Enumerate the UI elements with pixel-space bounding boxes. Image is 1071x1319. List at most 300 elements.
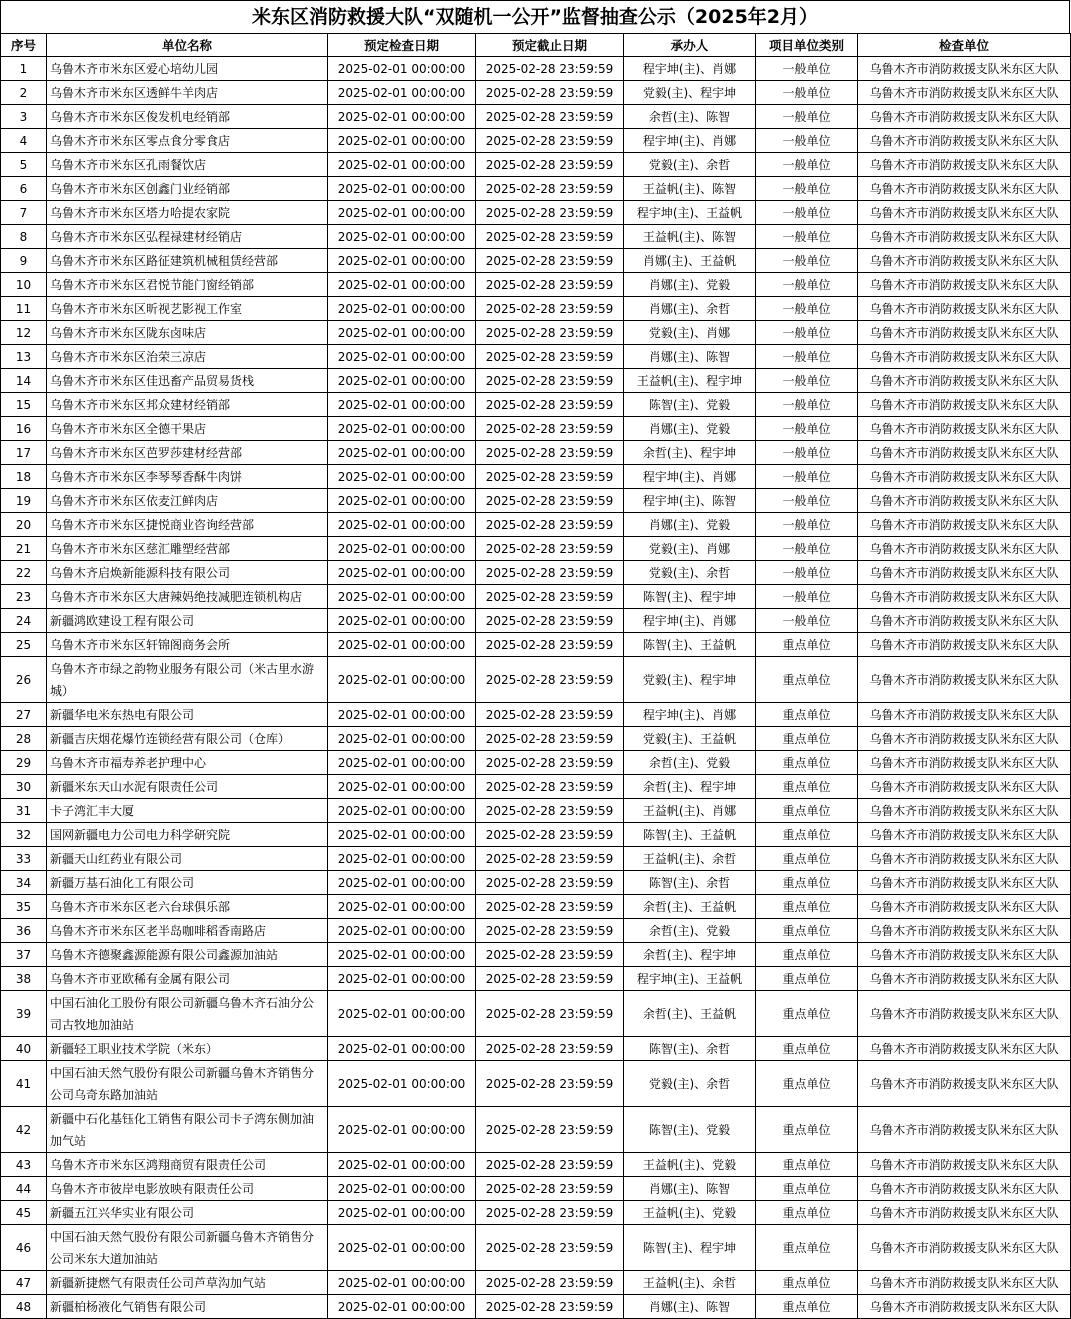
cell-dept: 乌鲁木齐市消防救援支队米东区大队	[858, 1153, 1071, 1177]
cell-end-date: 2025-02-28 23:59:59	[476, 297, 624, 321]
cell-unit-type: 重点单位	[756, 895, 858, 919]
cell-start-date: 2025-02-01 00:00:00	[328, 441, 476, 465]
cell-no: 37	[1, 943, 47, 967]
cell-start-date: 2025-02-01 00:00:00	[328, 727, 476, 751]
cell-start-date: 2025-02-01 00:00:00	[328, 991, 476, 1037]
table-row	[1, 871, 1071, 895]
cell-no: 13	[1, 345, 47, 369]
table-row	[1, 489, 1071, 513]
table-row	[1, 1107, 1071, 1153]
cell-dept: 乌鲁木齐市消防救援支队米东区大队	[858, 727, 1071, 751]
cell-dept: 乌鲁木齐市消防救援支队米东区大队	[858, 633, 1071, 657]
cell-dept: 乌鲁木齐市消防救援支队米东区大队	[858, 273, 1071, 297]
cell-name: 乌鲁木齐市福寿养老护理中心	[47, 751, 328, 775]
cell-no: 26	[1, 657, 47, 703]
table-row	[1, 823, 1071, 847]
cell-name: 乌鲁木齐市米东区慈汇雕塑经营部	[47, 537, 328, 561]
cell-no: 24	[1, 609, 47, 633]
cell-start-date: 2025-02-01 00:00:00	[328, 1107, 476, 1153]
cell-staff: 程宇坤(主)、肖娜	[624, 703, 756, 727]
cell-staff: 陈智(主)、党毅	[624, 393, 756, 417]
cell-end-date: 2025-02-28 23:59:59	[476, 585, 624, 609]
cell-name: 乌鲁木齐市米东区塔力哈提农家院	[47, 201, 328, 225]
cell-no: 45	[1, 1201, 47, 1225]
cell-dept: 乌鲁木齐市消防救援支队米东区大队	[858, 1201, 1071, 1225]
cell-start-date: 2025-02-01 00:00:00	[328, 561, 476, 585]
cell-end-date: 2025-02-28 23:59:59	[476, 417, 624, 441]
cell-dept: 乌鲁木齐市消防救援支队米东区大队	[858, 513, 1071, 537]
cell-staff: 陈智(主)、余哲	[624, 1037, 756, 1061]
cell-unit-type: 一般单位	[756, 441, 858, 465]
inspection-table	[0, 33, 1071, 1319]
cell-dept: 乌鲁木齐市消防救援支队米东区大队	[858, 609, 1071, 633]
cell-end-date: 2025-02-28 23:59:59	[476, 369, 624, 393]
cell-unit-type: 重点单位	[756, 1177, 858, 1201]
cell-end-date: 2025-02-28 23:59:59	[476, 153, 624, 177]
cell-unit-type: 重点单位	[756, 919, 858, 943]
cell-no: 10	[1, 273, 47, 297]
cell-no: 20	[1, 513, 47, 537]
cell-unit-type: 一般单位	[756, 537, 858, 561]
cell-unit-type: 重点单位	[756, 1061, 858, 1107]
cell-end-date: 2025-02-28 23:59:59	[476, 225, 624, 249]
cell-end-date: 2025-02-28 23:59:59	[476, 105, 624, 129]
table-row	[1, 201, 1071, 225]
cell-dept: 乌鲁木齐市消防救援支队米东区大队	[858, 943, 1071, 967]
cell-end-date: 2025-02-28 23:59:59	[476, 895, 624, 919]
cell-no: 39	[1, 991, 47, 1037]
cell-end-date: 2025-02-28 23:59:59	[476, 441, 624, 465]
cell-staff: 肖娜(主)、陈智	[624, 1295, 756, 1319]
table-row	[1, 225, 1071, 249]
cell-start-date: 2025-02-01 00:00:00	[328, 703, 476, 727]
cell-staff: 程宇坤(主)、王益帆	[624, 201, 756, 225]
cell-end-date: 2025-02-28 23:59:59	[476, 1225, 624, 1271]
cell-staff: 余哲(主)、程宇坤	[624, 775, 756, 799]
table-row	[1, 703, 1071, 727]
cell-start-date: 2025-02-01 00:00:00	[328, 321, 476, 345]
cell-start-date: 2025-02-01 00:00:00	[328, 1201, 476, 1225]
cell-dept: 乌鲁木齐市消防救援支队米东区大队	[858, 153, 1071, 177]
cell-dept: 乌鲁木齐市消防救援支队米东区大队	[858, 751, 1071, 775]
table-row	[1, 1037, 1071, 1061]
cell-dept: 乌鲁木齐市消防救援支队米东区大队	[858, 1177, 1071, 1201]
cell-no: 17	[1, 441, 47, 465]
cell-dept: 乌鲁木齐市消防救援支队米东区大队	[858, 81, 1071, 105]
cell-unit-type: 一般单位	[756, 345, 858, 369]
cell-no: 7	[1, 201, 47, 225]
cell-end-date: 2025-02-28 23:59:59	[476, 1177, 624, 1201]
cell-start-date: 2025-02-01 00:00:00	[328, 201, 476, 225]
cell-name: 乌鲁木齐市米东区捷悦商业咨询经营部	[47, 513, 328, 537]
cell-end-date: 2025-02-28 23:59:59	[476, 609, 624, 633]
table-row	[1, 919, 1071, 943]
table-row	[1, 609, 1071, 633]
table-row	[1, 991, 1071, 1037]
cell-start-date: 2025-02-01 00:00:00	[328, 1295, 476, 1319]
cell-end-date: 2025-02-28 23:59:59	[476, 1061, 624, 1107]
cell-staff: 陈智(主)、程宇坤	[624, 585, 756, 609]
cell-staff: 肖娜(主)、党毅	[624, 513, 756, 537]
cell-end-date: 2025-02-28 23:59:59	[476, 943, 624, 967]
cell-no: 47	[1, 1271, 47, 1295]
cell-staff: 王益帆(主)、程宇坤	[624, 369, 756, 393]
cell-name: 中国石油天然气股份有限公司新疆乌鲁木齐销售分公司乌奇东路加油站	[47, 1061, 328, 1107]
cell-start-date: 2025-02-01 00:00:00	[328, 393, 476, 417]
cell-start-date: 2025-02-01 00:00:00	[328, 871, 476, 895]
table-row	[1, 1271, 1071, 1295]
cell-unit-type: 一般单位	[756, 225, 858, 249]
cell-unit-type: 重点单位	[756, 991, 858, 1037]
cell-start-date: 2025-02-01 00:00:00	[328, 775, 476, 799]
cell-end-date: 2025-02-28 23:59:59	[476, 991, 624, 1037]
sheet-title: 米东区消防救援大队“双随机一公开”监督抽查公示（2025年2月）	[0, 0, 1070, 33]
cell-start-date: 2025-02-01 00:00:00	[328, 895, 476, 919]
cell-name: 卡子湾汇丰大厦	[47, 799, 328, 823]
cell-no: 4	[1, 129, 47, 153]
cell-unit-type: 重点单位	[756, 703, 858, 727]
cell-staff: 肖娜(主)、王益帆	[624, 249, 756, 273]
table-row	[1, 393, 1071, 417]
cell-unit-type: 一般单位	[756, 393, 858, 417]
cell-dept: 乌鲁木齐市消防救援支队米东区大队	[858, 465, 1071, 489]
cell-name: 乌鲁木齐市米东区轩锦阁商务会所	[47, 633, 328, 657]
cell-unit-type: 重点单位	[756, 775, 858, 799]
cell-name: 乌鲁木齐市米东区邦众建材经销部	[47, 393, 328, 417]
cell-start-date: 2025-02-01 00:00:00	[328, 129, 476, 153]
cell-dept: 乌鲁木齐市消防救援支队米东区大队	[858, 417, 1071, 441]
col-header-no: 序号	[1, 34, 47, 57]
cell-end-date: 2025-02-28 23:59:59	[476, 489, 624, 513]
cell-dept: 乌鲁木齐市消防救援支队米东区大队	[858, 871, 1071, 895]
cell-end-date: 2025-02-28 23:59:59	[476, 799, 624, 823]
cell-name: 乌鲁木齐市米东区鸿翔商贸有限责任公司	[47, 1153, 328, 1177]
cell-dept: 乌鲁木齐市消防救援支队米东区大队	[858, 441, 1071, 465]
cell-end-date: 2025-02-28 23:59:59	[476, 823, 624, 847]
cell-dept: 乌鲁木齐市消防救援支队米东区大队	[858, 847, 1071, 871]
cell-dept: 乌鲁木齐市消防救援支队米东区大队	[858, 345, 1071, 369]
cell-unit-type: 重点单位	[756, 823, 858, 847]
table-row	[1, 1295, 1071, 1319]
cell-no: 8	[1, 225, 47, 249]
cell-start-date: 2025-02-01 00:00:00	[328, 919, 476, 943]
cell-no: 6	[1, 177, 47, 201]
table-row	[1, 297, 1071, 321]
cell-name: 乌鲁木齐市米东区芭罗莎建材经营部	[47, 441, 328, 465]
cell-staff: 陈智(主)、程宇坤	[624, 1225, 756, 1271]
cell-end-date: 2025-02-28 23:59:59	[476, 967, 624, 991]
cell-dept: 乌鲁木齐市消防救援支队米东区大队	[858, 799, 1071, 823]
cell-name: 乌鲁木齐市米东区弘程禄建材经销店	[47, 225, 328, 249]
table-row	[1, 727, 1071, 751]
col-header-start: 预定检查日期	[328, 34, 476, 57]
cell-dept: 乌鲁木齐市消防救援支队米东区大队	[858, 1061, 1071, 1107]
table-row	[1, 967, 1071, 991]
cell-dept: 乌鲁木齐市消防救援支队米东区大队	[858, 1037, 1071, 1061]
cell-start-date: 2025-02-01 00:00:00	[328, 57, 476, 81]
table-row	[1, 417, 1071, 441]
cell-unit-type: 一般单位	[756, 369, 858, 393]
cell-end-date: 2025-02-28 23:59:59	[476, 177, 624, 201]
cell-end-date: 2025-02-28 23:59:59	[476, 345, 624, 369]
cell-unit-type: 重点单位	[756, 727, 858, 751]
cell-unit-type: 一般单位	[756, 153, 858, 177]
cell-dept: 乌鲁木齐市消防救援支队米东区大队	[858, 537, 1071, 561]
cell-staff: 肖娜(主)、余哲	[624, 297, 756, 321]
cell-end-date: 2025-02-28 23:59:59	[476, 393, 624, 417]
cell-unit-type: 重点单位	[756, 633, 858, 657]
cell-name: 乌鲁木齐市彼岸电影放映有限责任公司	[47, 1177, 328, 1201]
table-row	[1, 273, 1071, 297]
cell-name: 国网新疆电力公司电力科学研究院	[47, 823, 328, 847]
cell-no: 35	[1, 895, 47, 919]
cell-staff: 程宇坤(主)、肖娜	[624, 57, 756, 81]
cell-staff: 余哲(主)、党毅	[624, 751, 756, 775]
cell-dept: 乌鲁木齐市消防救援支队米东区大队	[858, 561, 1071, 585]
cell-start-date: 2025-02-01 00:00:00	[328, 823, 476, 847]
cell-dept: 乌鲁木齐市消防救援支队米东区大队	[858, 823, 1071, 847]
cell-name: 乌鲁木齐市米东区昕视艺影视工作室	[47, 297, 328, 321]
cell-unit-type: 重点单位	[756, 871, 858, 895]
cell-name: 乌鲁木齐启焕新能源科技有限公司	[47, 561, 328, 585]
cell-end-date: 2025-02-28 23:59:59	[476, 273, 624, 297]
cell-no: 9	[1, 249, 47, 273]
cell-dept: 乌鲁木齐市消防救援支队米东区大队	[858, 967, 1071, 991]
cell-end-date: 2025-02-28 23:59:59	[476, 657, 624, 703]
cell-name: 乌鲁木齐市米东区依麦江鲜肉店	[47, 489, 328, 513]
cell-staff: 肖娜(主)、党毅	[624, 273, 756, 297]
cell-end-date: 2025-02-28 23:59:59	[476, 1037, 624, 1061]
cell-no: 12	[1, 321, 47, 345]
cell-unit-type: 一般单位	[756, 513, 858, 537]
cell-unit-type: 重点单位	[756, 1153, 858, 1177]
cell-start-date: 2025-02-01 00:00:00	[328, 369, 476, 393]
cell-staff: 陈智(主)、王益帆	[624, 633, 756, 657]
table-row	[1, 1153, 1071, 1177]
cell-end-date: 2025-02-28 23:59:59	[476, 775, 624, 799]
cell-name: 新疆米东天山水泥有限责任公司	[47, 775, 328, 799]
cell-start-date: 2025-02-01 00:00:00	[328, 417, 476, 441]
cell-no: 27	[1, 703, 47, 727]
cell-dept: 乌鲁木齐市消防救援支队米东区大队	[858, 225, 1071, 249]
cell-no: 34	[1, 871, 47, 895]
cell-no: 28	[1, 727, 47, 751]
cell-name: 新疆新捷燃气有限责任公司芦草沟加气站	[47, 1271, 328, 1295]
cell-name: 中国石油天然气股份有限公司新疆乌鲁木齐销售分公司米东大道加油站	[47, 1225, 328, 1271]
cell-start-date: 2025-02-01 00:00:00	[328, 537, 476, 561]
cell-unit-type: 一般单位	[756, 105, 858, 129]
cell-no: 40	[1, 1037, 47, 1061]
cell-name: 新疆华电米东热电有限公司	[47, 703, 328, 727]
cell-staff: 陈智(主)、党毅	[624, 1107, 756, 1153]
cell-start-date: 2025-02-01 00:00:00	[328, 799, 476, 823]
cell-name: 乌鲁木齐市米东区创鑫门业经销部	[47, 177, 328, 201]
cell-unit-type: 重点单位	[756, 751, 858, 775]
cell-name: 乌鲁木齐市米东区佳迅畜产品贸易货栈	[47, 369, 328, 393]
cell-unit-type: 重点单位	[756, 1107, 858, 1153]
cell-start-date: 2025-02-01 00:00:00	[328, 633, 476, 657]
cell-staff: 余哲(主)、党毅	[624, 919, 756, 943]
cell-end-date: 2025-02-28 23:59:59	[476, 321, 624, 345]
cell-name: 乌鲁木齐市米东区李琴琴香酥牛肉饼	[47, 465, 328, 489]
cell-staff: 党毅(主)、肖娜	[624, 321, 756, 345]
cell-start-date: 2025-02-01 00:00:00	[328, 1061, 476, 1107]
cell-dept: 乌鲁木齐市消防救援支队米东区大队	[858, 129, 1071, 153]
col-header-name: 单位名称	[47, 34, 328, 57]
cell-unit-type: 一般单位	[756, 585, 858, 609]
cell-start-date: 2025-02-01 00:00:00	[328, 967, 476, 991]
cell-unit-type: 重点单位	[756, 1271, 858, 1295]
cell-name: 乌鲁木齐市米东区透鲜牛羊肉店	[47, 81, 328, 105]
cell-dept: 乌鲁木齐市消防救援支队米东区大队	[858, 393, 1071, 417]
cell-name: 乌鲁木齐市米东区爱心培幼儿园	[47, 57, 328, 81]
cell-staff: 王益帆(主)、陈智	[624, 225, 756, 249]
cell-name: 乌鲁木齐市米东区治荣三凉店	[47, 345, 328, 369]
cell-end-date: 2025-02-28 23:59:59	[476, 1107, 624, 1153]
cell-dept: 乌鲁木齐市消防救援支队米东区大队	[858, 489, 1071, 513]
cell-start-date: 2025-02-01 00:00:00	[328, 1225, 476, 1271]
cell-no: 25	[1, 633, 47, 657]
cell-unit-type: 一般单位	[756, 609, 858, 633]
cell-end-date: 2025-02-28 23:59:59	[476, 1271, 624, 1295]
cell-no: 11	[1, 297, 47, 321]
table-row	[1, 751, 1071, 775]
cell-no: 19	[1, 489, 47, 513]
cell-end-date: 2025-02-28 23:59:59	[476, 513, 624, 537]
cell-dept: 乌鲁木齐市消防救援支队米东区大队	[858, 1295, 1071, 1319]
cell-no: 32	[1, 823, 47, 847]
cell-dept: 乌鲁木齐市消防救援支队米东区大队	[858, 657, 1071, 703]
col-header-type: 项目单位类别	[756, 34, 858, 57]
cell-start-date: 2025-02-01 00:00:00	[328, 585, 476, 609]
cell-end-date: 2025-02-28 23:59:59	[476, 129, 624, 153]
table-row	[1, 1061, 1071, 1107]
table-row	[1, 345, 1071, 369]
cell-end-date: 2025-02-28 23:59:59	[476, 81, 624, 105]
cell-no: 48	[1, 1295, 47, 1319]
cell-start-date: 2025-02-01 00:00:00	[328, 345, 476, 369]
cell-start-date: 2025-02-01 00:00:00	[328, 225, 476, 249]
cell-end-date: 2025-02-28 23:59:59	[476, 919, 624, 943]
cell-unit-type: 重点单位	[756, 1201, 858, 1225]
cell-unit-type: 重点单位	[756, 657, 858, 703]
cell-no: 1	[1, 57, 47, 81]
cell-end-date: 2025-02-28 23:59:59	[476, 537, 624, 561]
cell-no: 42	[1, 1107, 47, 1153]
cell-dept: 乌鲁木齐市消防救援支队米东区大队	[858, 297, 1071, 321]
cell-dept: 乌鲁木齐市消防救援支队米东区大队	[858, 201, 1071, 225]
cell-dept: 乌鲁木齐市消防救援支队米东区大队	[858, 249, 1071, 273]
cell-unit-type: 一般单位	[756, 489, 858, 513]
cell-start-date: 2025-02-01 00:00:00	[328, 657, 476, 703]
table-row	[1, 249, 1071, 273]
cell-dept: 乌鲁木齐市消防救援支队米东区大队	[858, 585, 1071, 609]
cell-start-date: 2025-02-01 00:00:00	[328, 465, 476, 489]
table-row	[1, 847, 1071, 871]
cell-end-date: 2025-02-28 23:59:59	[476, 847, 624, 871]
cell-end-date: 2025-02-28 23:59:59	[476, 201, 624, 225]
cell-no: 16	[1, 417, 47, 441]
cell-end-date: 2025-02-28 23:59:59	[476, 1153, 624, 1177]
cell-unit-type: 一般单位	[756, 321, 858, 345]
cell-dept: 乌鲁木齐市消防救援支队米东区大队	[858, 1271, 1071, 1295]
table-row	[1, 1177, 1071, 1201]
cell-end-date: 2025-02-28 23:59:59	[476, 249, 624, 273]
cell-staff: 王益帆(主)、肖娜	[624, 799, 756, 823]
cell-staff: 肖娜(主)、陈智	[624, 1177, 756, 1201]
cell-name: 乌鲁木齐市米东区老六台球俱乐部	[47, 895, 328, 919]
cell-staff: 程宇坤(主)、王益帆	[624, 967, 756, 991]
cell-name: 乌鲁木齐市绿之韵物业服务有限公司（米古里水游城）	[47, 657, 328, 703]
cell-staff: 肖娜(主)、陈智	[624, 345, 756, 369]
table-row	[1, 537, 1071, 561]
cell-start-date: 2025-02-01 00:00:00	[328, 1153, 476, 1177]
cell-start-date: 2025-02-01 00:00:00	[328, 105, 476, 129]
cell-start-date: 2025-02-01 00:00:00	[328, 751, 476, 775]
cell-name: 乌鲁木齐市米东区路征建筑机械租赁经营部	[47, 249, 328, 273]
cell-start-date: 2025-02-01 00:00:00	[328, 297, 476, 321]
cell-name: 新疆吉庆烟花爆竹连锁经营有限公司（仓库）	[47, 727, 328, 751]
table-row	[1, 369, 1071, 393]
cell-unit-type: 一般单位	[756, 129, 858, 153]
cell-end-date: 2025-02-28 23:59:59	[476, 727, 624, 751]
cell-staff: 王益帆(主)、党毅	[624, 1153, 756, 1177]
cell-unit-type: 一般单位	[756, 561, 858, 585]
table-row	[1, 465, 1071, 489]
cell-dept: 乌鲁木齐市消防救援支队米东区大队	[858, 57, 1071, 81]
cell-staff: 程宇坤(主)、肖娜	[624, 465, 756, 489]
cell-end-date: 2025-02-28 23:59:59	[476, 751, 624, 775]
cell-start-date: 2025-02-01 00:00:00	[328, 489, 476, 513]
cell-start-date: 2025-02-01 00:00:00	[328, 513, 476, 537]
cell-start-date: 2025-02-01 00:00:00	[328, 81, 476, 105]
cell-name: 新疆五江兴华实业有限公司	[47, 1201, 328, 1225]
cell-staff: 党毅(主)、王益帆	[624, 727, 756, 751]
cell-start-date: 2025-02-01 00:00:00	[328, 153, 476, 177]
cell-no: 18	[1, 465, 47, 489]
table-row	[1, 943, 1071, 967]
cell-name: 乌鲁木齐市米东区全德干果店	[47, 417, 328, 441]
table-row	[1, 177, 1071, 201]
table-row	[1, 561, 1071, 585]
cell-dept: 乌鲁木齐市消防救援支队米东区大队	[858, 105, 1071, 129]
cell-name: 乌鲁木齐市米东区老半岛咖啡稻香南路店	[47, 919, 328, 943]
cell-staff: 王益帆(主)、陈智	[624, 177, 756, 201]
col-header-staff: 承办人	[624, 34, 756, 57]
cell-name: 新疆鸿欧建设工程有限公司	[47, 609, 328, 633]
cell-name: 新疆万基石油化工有限公司	[47, 871, 328, 895]
cell-dept: 乌鲁木齐市消防救援支队米东区大队	[858, 1107, 1071, 1153]
cell-unit-type: 重点单位	[756, 967, 858, 991]
cell-dept: 乌鲁木齐市消防救援支队米东区大队	[858, 775, 1071, 799]
cell-end-date: 2025-02-28 23:59:59	[476, 57, 624, 81]
cell-name: 新疆中石化基钰化工销售有限公司卡子湾东侧加油加气站	[47, 1107, 328, 1153]
cell-staff: 陈智(主)、余哲	[624, 871, 756, 895]
cell-start-date: 2025-02-01 00:00:00	[328, 1177, 476, 1201]
cell-staff: 肖娜(主)、党毅	[624, 417, 756, 441]
cell-staff: 党毅(主)、程宇坤	[624, 657, 756, 703]
table-row	[1, 895, 1071, 919]
cell-staff: 党毅(主)、肖娜	[624, 537, 756, 561]
cell-end-date: 2025-02-28 23:59:59	[476, 1295, 624, 1319]
cell-name: 新疆天山红药业有限公司	[47, 847, 328, 871]
cell-staff: 王益帆(主)、余哲	[624, 1271, 756, 1295]
table-body	[1, 57, 1071, 1319]
cell-name: 中国石油化工股份有限公司新疆乌鲁木齐石油分公司古牧地加油站	[47, 991, 328, 1037]
cell-unit-type: 一般单位	[756, 249, 858, 273]
cell-name: 新疆轻工职业技术学院（米东）	[47, 1037, 328, 1061]
cell-name: 乌鲁木齐市米东区陇东卤味店	[47, 321, 328, 345]
